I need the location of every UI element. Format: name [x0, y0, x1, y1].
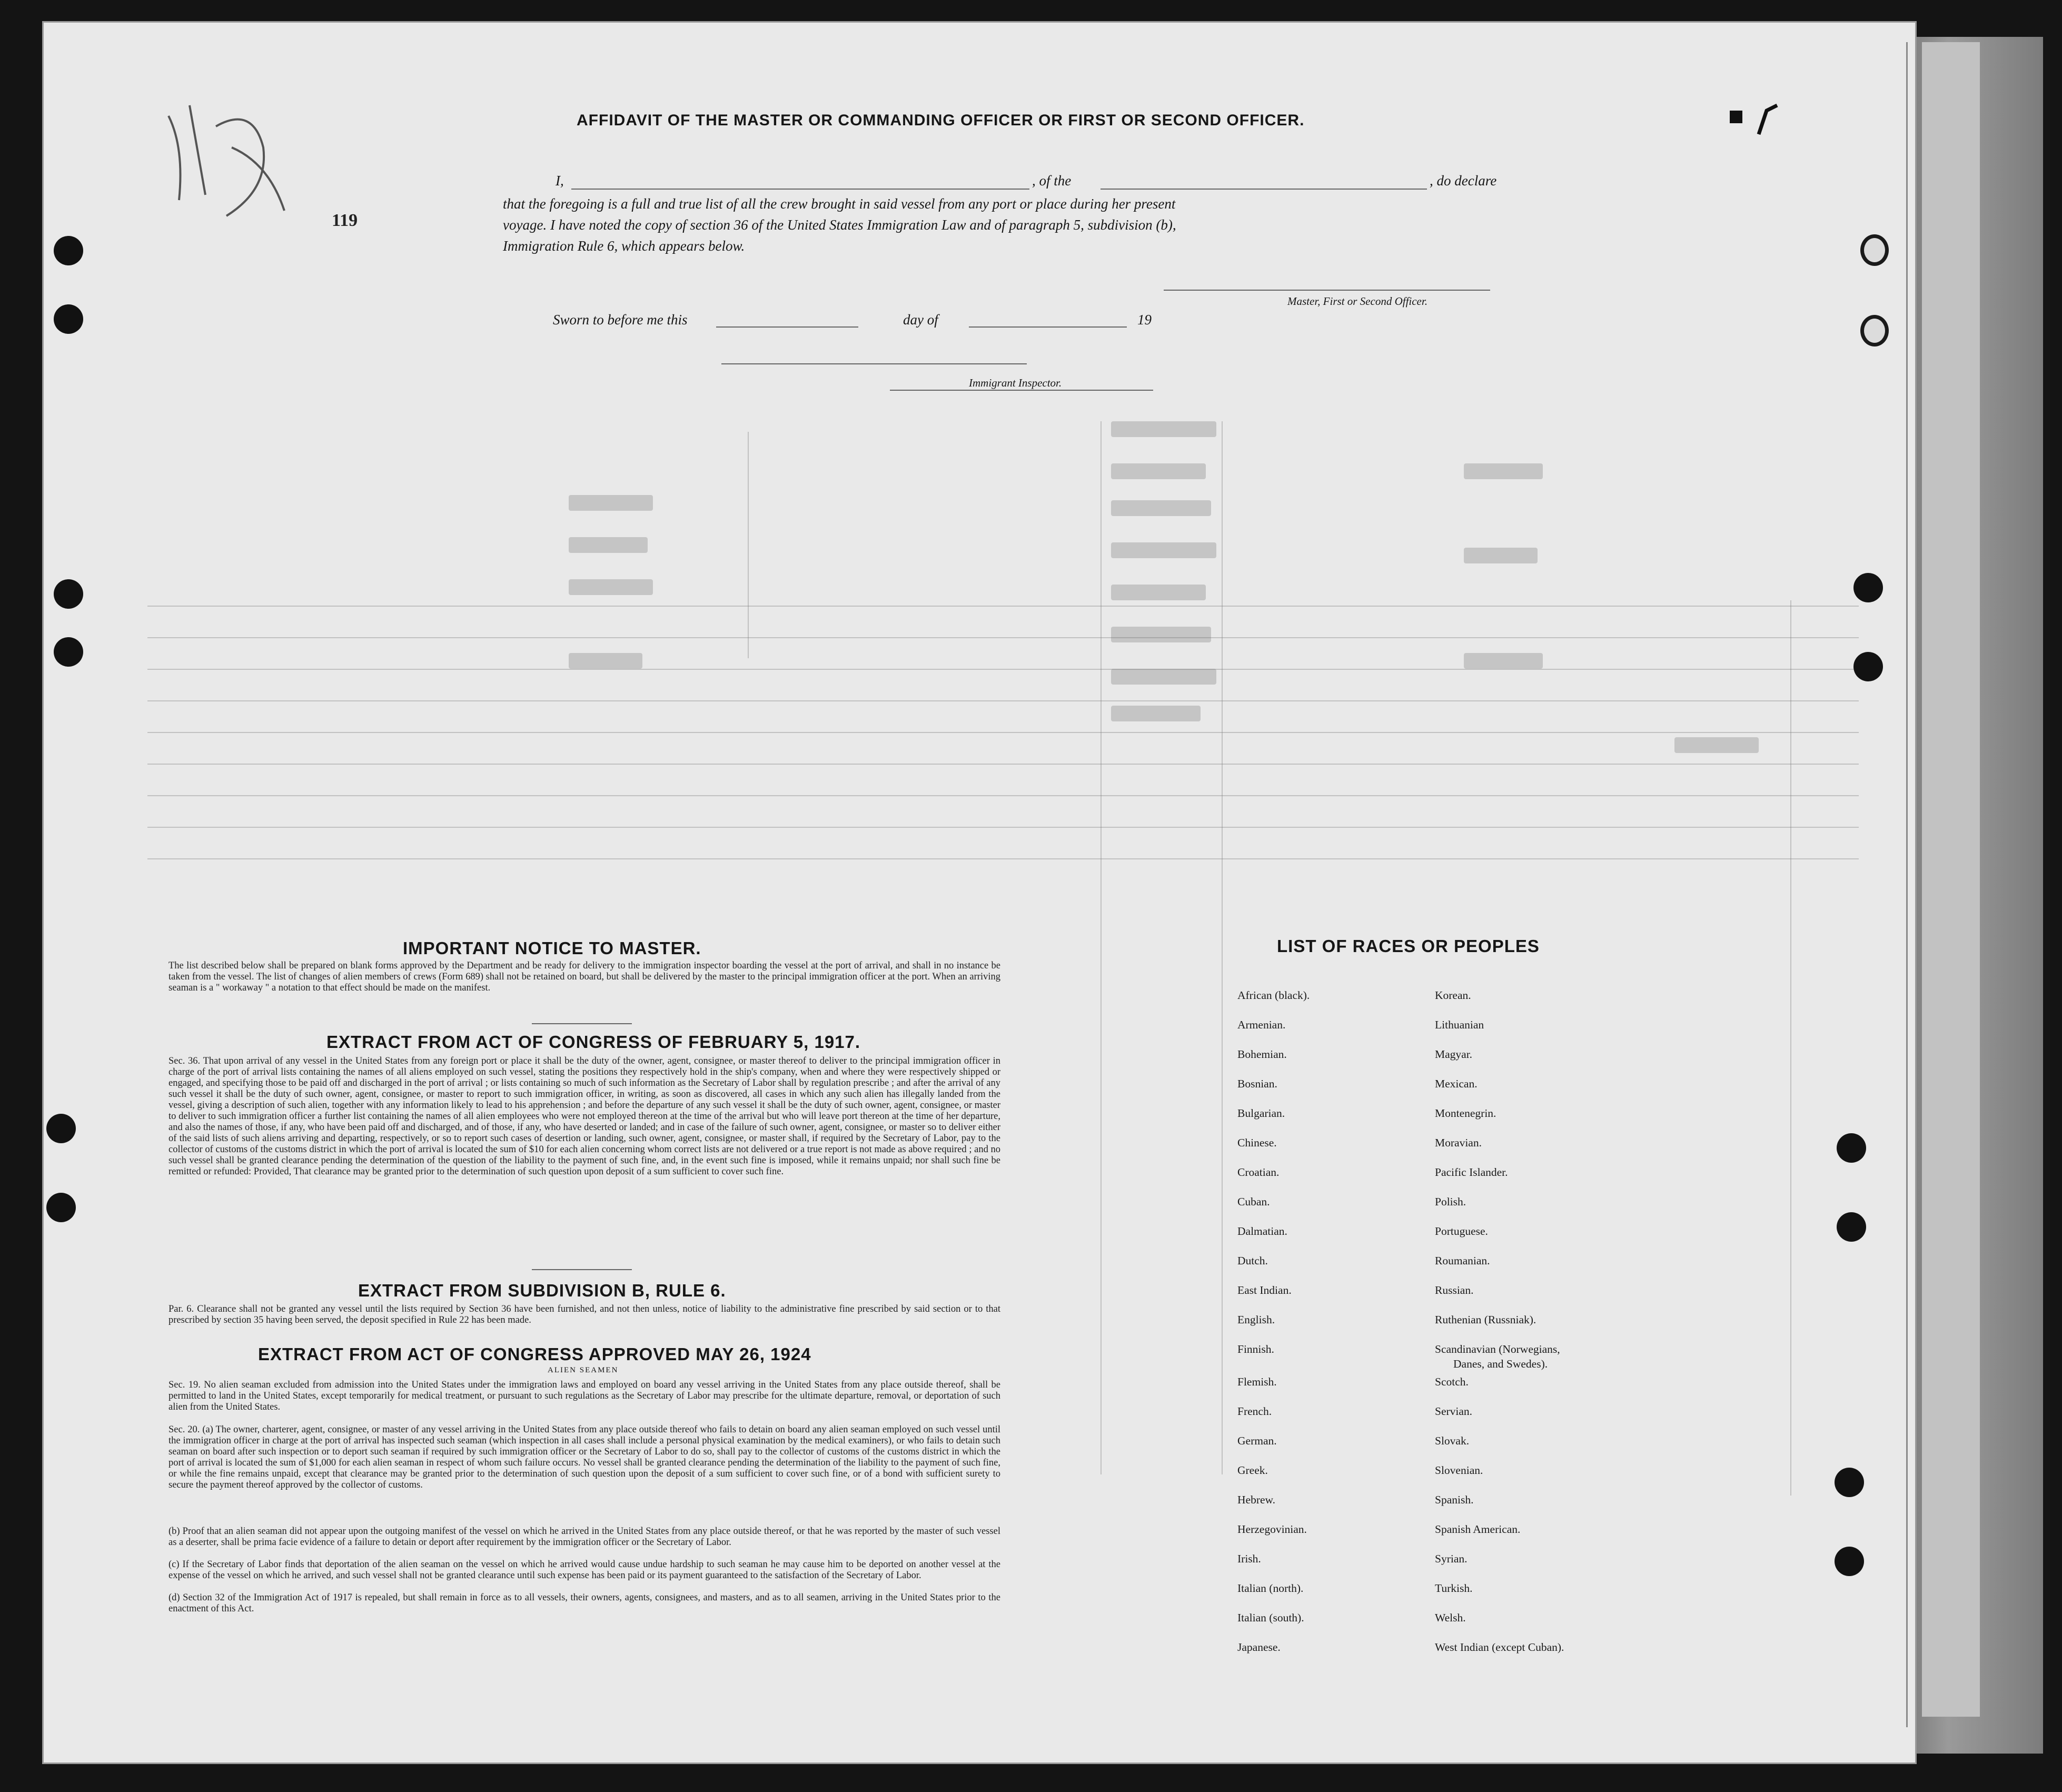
race-item: Welsh. [1435, 1611, 1466, 1624]
race-item: West Indian (except Cuban). [1435, 1641, 1564, 1654]
extract-1924-title: EXTRACT FROM ACT OF CONGRESS APPROVED MAY 26, 1924 [258, 1344, 811, 1364]
race-item: Magyar. [1435, 1048, 1473, 1061]
race-item: Armenian. [1237, 1018, 1286, 1031]
binder-hole [1835, 1547, 1864, 1576]
bleed-text [1111, 706, 1201, 721]
race-item: Hebrew. [1237, 1493, 1276, 1506]
race-item: Roumanian. [1435, 1254, 1490, 1267]
page-fold [1906, 42, 1908, 1727]
race-item: Servian. [1435, 1405, 1473, 1418]
race-item: Russian. [1435, 1284, 1474, 1296]
race-item: Bohemian. [1237, 1048, 1287, 1061]
officer-label: Master, First or Second Officer. [1287, 295, 1427, 308]
sworn-day-line [716, 326, 858, 328]
bleed-text [1464, 653, 1543, 669]
bleed-text [1111, 627, 1211, 642]
race-item: French. [1237, 1405, 1272, 1418]
race-item: Herzegovinian. [1237, 1523, 1307, 1536]
race-item: Mexican. [1435, 1077, 1478, 1090]
bleed-text [1111, 500, 1211, 516]
day-of-label: day of [903, 312, 938, 328]
race-item: Turkish. [1435, 1582, 1473, 1595]
binder-hole [1853, 573, 1883, 602]
bleed-text [1111, 669, 1216, 685]
race-item: Lithuanian [1435, 1018, 1484, 1031]
inspector-signature-line [721, 363, 1027, 364]
race-item: Korean. [1435, 989, 1471, 1002]
race-item: Dutch. [1237, 1254, 1268, 1267]
race-item: East Indian. [1237, 1284, 1292, 1296]
bleed-line [1222, 421, 1223, 1474]
race-item: Spanish American. [1435, 1523, 1521, 1536]
affidavit-declare-end: , do declare [1430, 173, 1497, 189]
race-item: Croatian. [1237, 1166, 1280, 1179]
race-item: Pacific Islander. [1435, 1166, 1508, 1179]
bleed-text [1111, 463, 1206, 479]
bleed-line [1101, 421, 1102, 1474]
race-item: Italian (north). [1237, 1582, 1304, 1595]
corner-mark [1727, 103, 1790, 145]
race-item: Chinese. [1237, 1136, 1277, 1149]
race-item: Dalmatian. [1237, 1225, 1287, 1237]
inspector-label: Immigrant Inspector. [969, 377, 1062, 389]
inspector-signature-line-2 [890, 390, 1153, 391]
affidavit-declare-of-the: , of the [1032, 173, 1072, 189]
race-item: African (black). [1237, 989, 1310, 1002]
year-label: 19 [1137, 312, 1152, 328]
race-item: Slovak. [1435, 1434, 1470, 1447]
officer-signature-line [1164, 290, 1490, 291]
bleed-text [1464, 548, 1538, 563]
race-item: Spanish. [1435, 1493, 1474, 1506]
bleed-line [748, 432, 749, 658]
extract-1924-sec20d: (d) Section 32 of the Immigration Act of 1917 is repealed, but shall remain in force as to all vessels, their owners, agents, consignees, and masters, and as to all seamen, arriving in the United States prior to the enactment of this Act. [168, 1592, 1000, 1614]
extract-1917-body: Sec. 36. That upon arrival of any vessel in the United States from any foreign port or place it shall be the duty of the owner, agent, consignee, or master thereof to deliver to the principal immigration officer in charge of the port of arrival lists containing the names of all aliens employed on such vessel, stating the positions they respectively hold in the ship's company, when and where they were respectively shipped or engaged, and specifying those to be paid off and discharged in the port of arrival ; or lists containing so much of such information as the Secretary of Labor shall by regulation prescribe ; and after the arrival of any such vessel it shall be the duty of such owner, agent, consignee, or master to report to such immigration officer, in writing, as soon as discovered, all cases in which any such alien has illegally landed from the vessel, giving a description of such alien, together with any information likely to lead to his apprehension ; and before the departure of any such vessel it shall be the duty of such owner, agent, consignee, or master to deliver to such immigration officer a further list containing the names of all alien employees who were not employed thereon at the time of the arrival but who will leave port thereon at the time of her departure, and also the names of those, if any, who have been paid off and discharged, and of those, if any, who have deserted or landed; and in case of the failure of such owner, agent, consignee, or master so to deliver either of the said lists of such aliens arriving and departing, respectively, or so to report such cases of desertion or landing, such owner, agent, consignee, or master shall, if required by the Secretary of Labor, pay to the collector of customs of the customs district in which the port of arrival is located the sum of $10 for each alien concerning whom correct lists are not delivered or a true report is not made as above required ; and no such vessel shall be granted clearance pending the determination of the question of the liability to the payment of such fine, and, in the event such fine is imposed, while it remains unpaid; nor shall such fine be remitted or refunded: Provided, That clearance may be granted prior to the determination of such question upon deposit of a sum sufficient to cover such fine. [168, 1056, 1000, 1177]
binder-hole [1837, 1133, 1866, 1163]
race-item: Moravian. [1435, 1136, 1482, 1149]
sheet-number-stamp: 119 [332, 211, 358, 230]
bleed-line [147, 637, 1859, 638]
bleed-text [1111, 421, 1216, 437]
race-item: English. [1237, 1313, 1275, 1326]
bleed-line [1790, 600, 1791, 1496]
race-item: Cuban. [1237, 1195, 1270, 1208]
sworn-label: Sworn to before me this [553, 312, 688, 328]
binder-hole [54, 637, 83, 667]
race-item: Flemish. [1237, 1375, 1277, 1388]
binder-hole [1860, 315, 1889, 346]
bleed-text [1111, 542, 1216, 558]
race-item: Finnish. [1237, 1343, 1274, 1355]
bleed-line [147, 732, 1859, 733]
bleed-line [147, 827, 1859, 828]
notice-title: IMPORTANT NOTICE TO MASTER. [403, 938, 701, 958]
binder-hole [1853, 652, 1883, 681]
bleed-text [1674, 737, 1759, 753]
race-item: Japanese. [1237, 1641, 1281, 1654]
binder-hole [1835, 1468, 1864, 1497]
notice-body: The list described below shall be prepared on blank forms approved by the Department and be ready for delivery to the immigration inspector boarding the vessel at the port of arrival, and shall in no instance be taken from the vessel. The list of changes of alien members of crews (Form 689) shall not be retained on board, but shall be delivered by the master to the principal immigration officer at the port. When an arriving seaman is a " workaway " a notation to that effect should be made on the manifest. [168, 961, 1000, 993]
race-item-continued: Danes, and Swedes). [1453, 1358, 1548, 1370]
race-item: Ruthenian (Russniak). [1435, 1313, 1536, 1326]
affidavit-vessel-line [1101, 189, 1427, 190]
bleed-text [569, 653, 642, 669]
race-item: Slovenian. [1435, 1464, 1483, 1477]
bleed-text [569, 579, 653, 595]
binder-hole [54, 579, 83, 609]
bleed-text [1111, 585, 1206, 600]
background-page-edge-inner [1922, 42, 1980, 1717]
race-item: Bulgarian. [1237, 1107, 1285, 1120]
race-item: Bosnian. [1237, 1077, 1277, 1090]
affidavit-declare-i: I, [556, 173, 564, 189]
extract-rule6-title: EXTRACT FROM SUBDIVISION B, RULE 6. [358, 1281, 726, 1300]
race-item: Irish. [1237, 1552, 1261, 1565]
affidavit-body-line1: that the foregoing is a full and true list of all the crew brought in said vessel from any port or place during her present [503, 196, 1176, 212]
extract-1917-title: EXTRACT FROM ACT OF CONGRESS OF FEBRUARY 5, 1917. [326, 1032, 861, 1052]
race-item: Greek. [1237, 1464, 1268, 1477]
binder-hole [54, 304, 83, 334]
bleed-text [1464, 463, 1543, 479]
race-item: Scandinavian (Norwegians, [1435, 1343, 1560, 1355]
affidavit-body-line3: Immigration Rule 6, which appears below. [503, 238, 745, 254]
binder-hole [54, 236, 83, 265]
pencil-scribble [147, 84, 305, 242]
extract-1924-sec20b: (b) Proof that an alien seaman did not appear upon the outgoing manifest of the vessel on which he arrived in the United States from any place outside thereof, or that he was reported by the master of such vessel as a deserter, shall be prima facie evidence of a failure to detain or deport after requirement by the immigration officer or the Secretary of Labor. [168, 1526, 1000, 1548]
race-item: Montenegrin. [1435, 1107, 1496, 1120]
extract-1924-subtitle: ALIEN SEAMEN [548, 1366, 619, 1374]
extract-1924-sec20c: (c) If the Secretary of Labor finds that deportation of the alien seaman on the vessel on which he arrived would cause undue hardship to such seaman he may cause him to be deported on another vessel at the expense of the vessel on which he arrived, and such vessel shall not be granted clearance until such expense has been paid or its payment guaranteed to the satisfaction of the Secretary of Labor. [168, 1559, 1000, 1581]
race-item: Polish. [1435, 1195, 1466, 1208]
bleed-line [147, 669, 1859, 670]
binder-hole [46, 1193, 76, 1222]
bleed-text [569, 495, 653, 511]
bleed-line [147, 858, 1859, 859]
bleed-line [147, 700, 1859, 701]
extract-1924-sec20a: Sec. 20. (a) The owner, charterer, agent, consignee, or master of any vessel arriving in the United States from any place outside thereof who fails to detain on board any alien seaman employed on such vessel until the immigration officer in charge at the port of arrival has inspected such seaman (which inspection in all cases shall include a personal physical examination by the medical examiners), or who fails to detain such seaman on board after such inspection or to deport such seaman if required by such immigration officer or the Secretary of Labor to do so, shall pay to the collector of customs of the customs district in which the port of arrival is located the sum of $1,000 for each alien seaman in respect of whom such failure occurs. No vessel shall be granted clearance pending the determination of the liability to the payment of such fine, or while the fine remains unpaid, except that clearance may be granted prior to the determination of such question upon the deposit of a sum sufficient to cover such fine, or of a bond with sufficient surety to secure the payment thereof approved by the collector of customs. [168, 1424, 1000, 1490]
race-item: German. [1237, 1434, 1277, 1447]
affidavit-name-line [571, 189, 1029, 190]
affidavit-body-line2: voyage. I have noted the copy of section 36 of the United States Immigration Law and of paragraph 5, subdivision (b), [503, 217, 1176, 233]
affidavit-title: AFFIDAVIT OF THE MASTER OR COMMANDING OFFICER OR FIRST OR SECOND OFFICER. [577, 112, 1305, 129]
race-item: Portuguese. [1435, 1225, 1488, 1237]
race-item: Italian (south). [1237, 1611, 1304, 1624]
bleed-text [569, 537, 648, 553]
race-item: Scotch. [1435, 1375, 1469, 1388]
race-item: Syrian. [1435, 1552, 1468, 1565]
extract-rule6-body: Par. 6. Clearance shall not be granted any vessel until the lists required by Section 36 have been furnished, and not then unless, notice of liability to the administrative fine prescribed by said section or to that prescribed by section 35 having been served, the deposit specified in Rule 22 has been made. [168, 1304, 1000, 1325]
binder-hole [1837, 1212, 1866, 1242]
bleed-line [147, 606, 1859, 607]
extract-1924-sec19: Sec. 19. No alien seaman excluded from admission into the United States under the immigration laws and employed on board any vessel arriving in the United States from any place outside thereof, shall be permitted to land in the United States, except temporarily for medical treatment, or pursuant to such regulations as the Secretary of Labor may prescribe for the ultimate departure, removal, or deportation of such alien from the United States. [168, 1380, 1000, 1412]
binder-hole [46, 1114, 76, 1143]
document-page [42, 21, 1917, 1764]
section-divider [532, 1023, 632, 1024]
section-divider [532, 1269, 632, 1270]
bleed-line [147, 795, 1859, 796]
bleed-line [147, 764, 1859, 765]
sworn-month-line [969, 326, 1127, 328]
races-title: LIST OF RACES OR PEOPLES [1277, 936, 1540, 956]
binder-hole [1860, 234, 1889, 266]
